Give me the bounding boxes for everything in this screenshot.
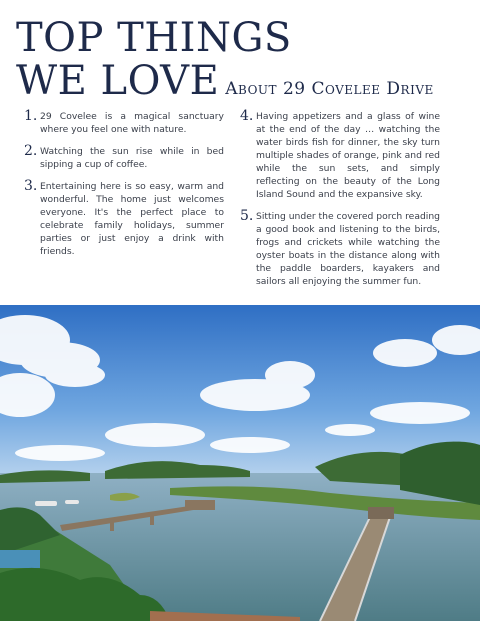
heading-subtitle: About 29 Covelee Drive — [225, 79, 434, 99]
item-number: 5. — [240, 208, 254, 224]
item-text: Having appetizers and a glass of wine at the end of the day … watching the water birds fish for dinner, the sky turn multiple shades of orange, pink and red while the sun sets, and simply reflecting on the beauty of the Long Island Sound and the expansive sky. — [256, 111, 440, 200]
item-text: Entertaining here is so easy, warm and wonderful. The home just welcomes everyone. It's the perfect place to celebrate family holidays, summer parties or just enjoy a drink with friends. — [40, 181, 224, 257]
list-item — [24, 180, 224, 258]
heading-line-2-text: WE LOVE — [16, 58, 220, 104]
heading-line-1: TOP THINGS — [16, 15, 292, 61]
item-text: Watching the sun rise while in bed sipping a cup of coffee. — [40, 146, 224, 170]
item-number: 4. — [240, 108, 254, 124]
heading-line-2 — [16, 58, 434, 109]
item-text: 29 Covelee is a magical sanctuary where you feel one with nature. — [40, 111, 224, 135]
item-number: 3. — [24, 178, 38, 194]
list-item — [24, 110, 224, 136]
item-text: Sitting under the covered porch reading a good book and listening to the birds, frogs and crickets while watching the oyster boats in the distance along with the paddle boarders, kayakers and sailors all enjoying the summer fun. — [256, 211, 441, 287]
waterfront-photo — [0, 305, 480, 621]
item-number: 1. — [24, 108, 38, 124]
item-number: 2. — [24, 143, 38, 159]
left-column — [24, 110, 224, 267]
list-item — [240, 210, 440, 288]
right-column — [240, 110, 440, 297]
pool — [0, 550, 40, 568]
list-item — [240, 110, 440, 201]
page-heading — [16, 15, 434, 109]
list-item — [24, 145, 224, 171]
